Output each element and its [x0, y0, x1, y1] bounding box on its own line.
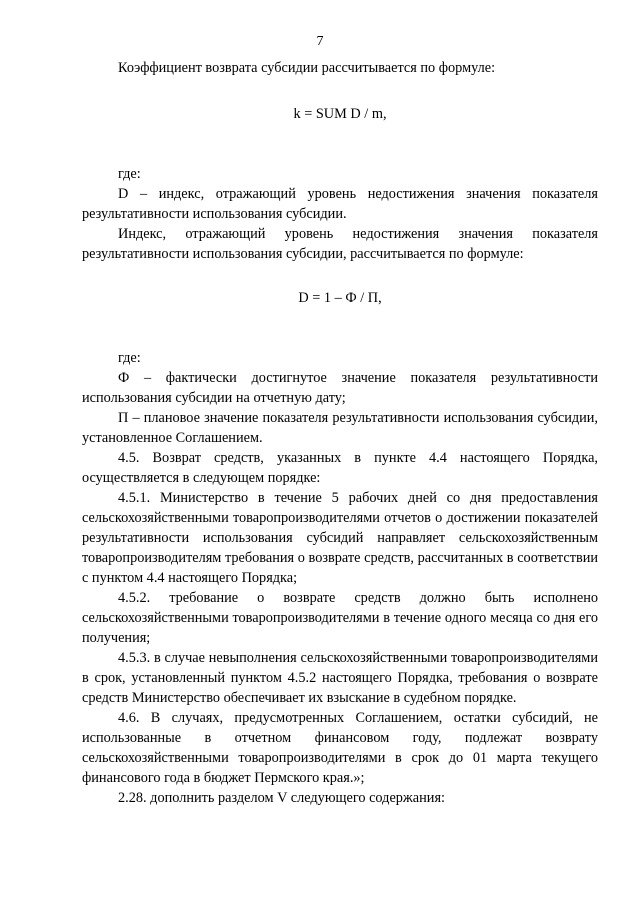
- paragraph-4-5-2: 4.5.2. требование о возврате средств должно быть исполнено сельскохозяйственными товаропроизводителями в течение одного месяца со дня его получения;: [82, 590, 598, 646]
- paragraph-formula-intro: Коэффициент возврата субсидии рассчитывается по формуле:: [118, 60, 496, 76]
- paragraph-2-28: 2.28. дополнить разделом V следующего содержания:: [118, 790, 446, 806]
- paragraph-4-5: 4.5. Возврат средств, указанных в пункте 4.4 настоящего Порядка, осуществляется в следующем порядке:: [82, 450, 598, 486]
- formula-k: k = SUM D / m,: [293, 106, 387, 122]
- paragraph-4-5-3: 4.5.3. в случае невыполнения сельскохозяйственными товаропроизводителями в срок, установленный пунктом 4.5.2 настоящего Порядка, требования о возврате средств Министерство обеспечивает их взыскание в судебном порядке.: [82, 650, 598, 706]
- paragraph-p-definition: П – плановое значение показателя результативности использования субсидии, установленное Соглашением.: [82, 410, 598, 446]
- paragraph-f-definition: Ф – фактически достигнутое значение показателя результативности использования субсидии на отчетную дату;: [82, 370, 598, 406]
- paragraph-where-1: где:: [118, 166, 141, 182]
- formula-d: D = 1 – Ф / П,: [298, 290, 382, 306]
- paragraph-d-definition: D – индекс, отражающий уровень недостижения значения показателя результативности использования субсидии.: [82, 186, 598, 222]
- paragraph-4-5-1: 4.5.1. Министерство в течение 5 рабочих дней со дня предоставления сельскохозяйственными товаропроизводителями отчетов о достижении показателей результативности использования субсидий направляет сельскохозяйственным товаропроизводителям требования о возврате средств, рассчитанных в соответствии с пунктом 4.4 настоящего Порядка;: [82, 490, 598, 586]
- page-number: 7: [316, 34, 324, 49]
- paragraph-4-6: 4.6. В случаях, предусмотренных Соглашением, остатки субсидий, не использованные в отчетном финансовом году, подлежат возврату сельскохозяйственными товаропроизводителями в срок до 01 марта текущего финансового года в бюджет Пермского края.»;: [82, 710, 598, 786]
- document-body: [82, 58, 598, 808]
- paragraph-where-2: где:: [118, 350, 141, 366]
- paragraph-index-intro: Индекс, отражающий уровень недостижения значения показателя результативности использования субсидии, рассчитывается по формуле:: [82, 226, 598, 262]
